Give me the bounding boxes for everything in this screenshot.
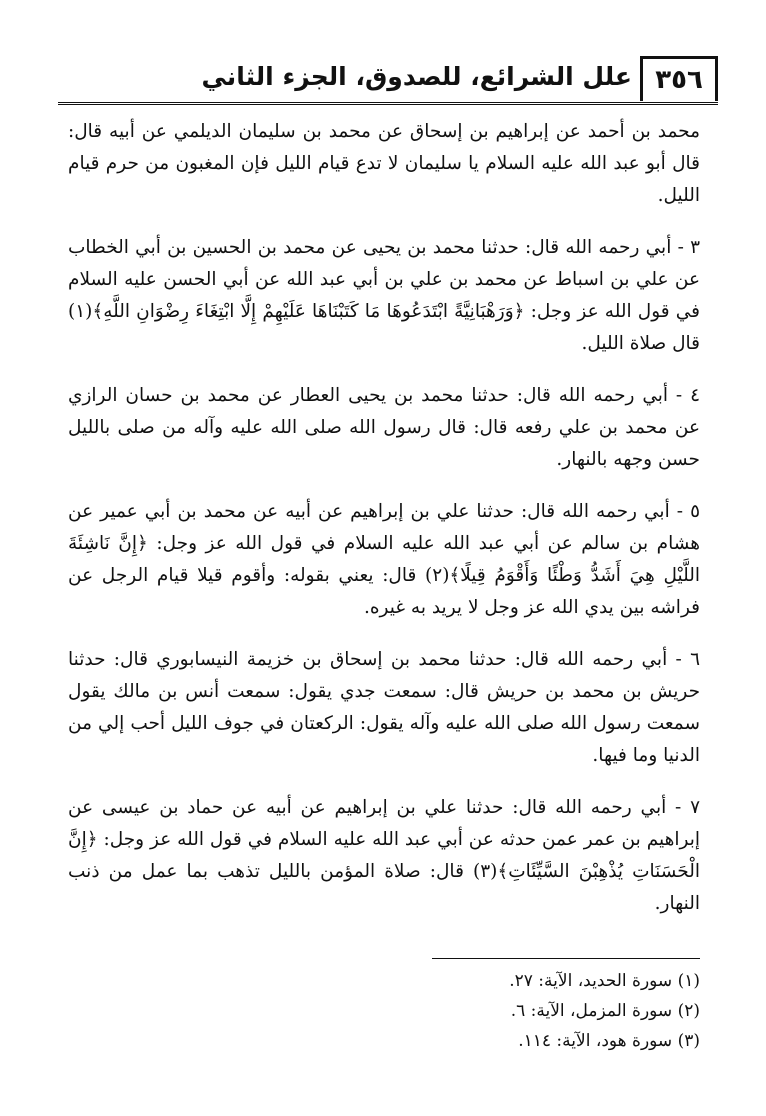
footnote-divider — [432, 958, 700, 959]
paragraph-hadith-5: ٥ - أبي رحمه الله قال: حدثنا علي بن إبراهيم عن أبيه عن محمد بن أبي عمير عن هشام بن سالم عن أبي عبد الله عليه السلام في قول الله عز وجل: ﴿إِنَّ نَاشِئَةَ اللَّيْلِ هِيَ أَشَدُّ وَطْئًا وَأَقْوَمُ قِيلًا﴾(٢) قال: يعني بقوله: وأقوم قيلا قيام الرجل عن فراشه بين يدي الله عز وجل لا يريد به غيره. — [68, 501, 700, 618]
page-header — [58, 56, 718, 105]
paragraph-hadith-3: ٣ - أبي رحمه الله قال: حدثنا محمد بن يحيى عن محمد بن الحسين بن أبي الخطاب عن علي بن اسباط عن محمد بن علي بن أبي عبد الله عن أبي الحسن عليه السلام في قول الله عز وجل: ﴿وَرَهْبَانِيَّةً ابْتَدَعُوهَا مَا كَتَبْنَاهَا عَلَيْهِمْ إِلَّا ابْتِغَاءَ رِضْوَانِ اللَّهِ﴾(١) قال صلاة الليل. — [68, 237, 700, 354]
paragraph-hadith-6: ٦ - أبي رحمه الله قال: حدثنا محمد بن إسحاق بن خزيمة النيسابوري قال: حدثنا حريش بن محمد بن حريش قال: سمعت جدي يقول: سمعت أنس بن مالك يقول سمعت رسول الله صلى الله عليه وآله يقول: الركعتان في جوف الليل أحب إلي من الدنيا وما فيها. — [68, 649, 700, 766]
paragraph-hadith-4: ٤ - أبي رحمه الله قال: حدثنا محمد بن يحيى العطار عن محمد بن حسان الرازي عن محمد بن علي رفعه قال: قال رسول الله صلى الله عليه وآله من صلى بالليل حسن وجهه بالنهار. — [68, 385, 700, 470]
main-text — [68, 116, 700, 940]
footnote-2: (٢) سورة المزمل، الآية: ٦. — [510, 1001, 700, 1021]
paragraph-hadith-7: ٧ - أبي رحمه الله قال: حدثنا علي بن إبراهيم عن أبيه عن حماد بن عيسى عن إبراهيم بن عمر عمن حدثه عن أبي عبد الله عليه السلام في قول الله عز وجل: ﴿إِنَّ الْحَسَنَاتِ يُذْهِبْنَ السَّيِّئَاتِ﴾(٣) قال: صلاة المؤمن بالليل تذهب بما عمل من ذنب النهار. — [68, 797, 700, 914]
footnotes — [68, 966, 700, 1056]
page-number: ٣٥٦ — [640, 56, 718, 101]
paragraph-hadith-2-cont: محمد بن أحمد عن إبراهيم بن إسحاق عن محمد بن سليمان الديلمي عن أبيه قال: قال أبو عبد الله عليه السلام يا سليمان لا تدع قيام الليل فإن المغبون من حرم قيام الليل. — [68, 121, 700, 206]
footnote-3: (٣) سورة هود، الآية: ١١٤. — [518, 1031, 700, 1051]
book-title: علل الشرائع، للصدوق، الجزء الثاني — [201, 62, 632, 91]
footnote-1: (١) سورة الحديد، الآية: ٢٧. — [509, 971, 700, 991]
